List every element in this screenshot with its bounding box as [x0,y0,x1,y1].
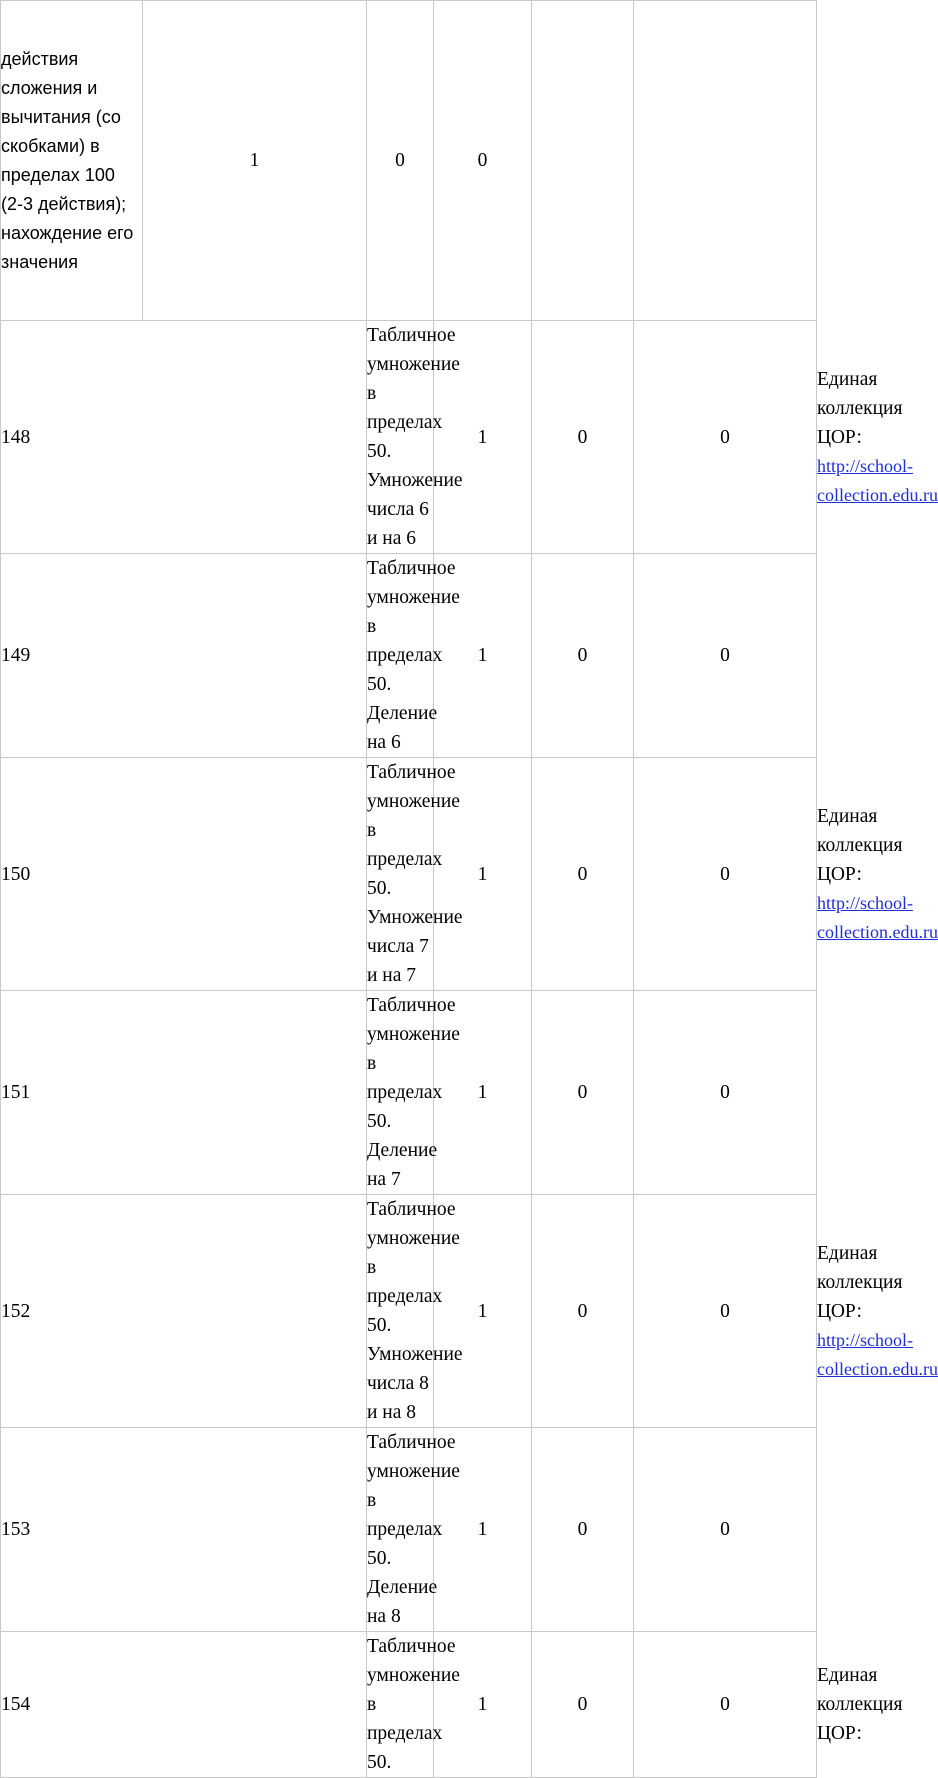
hours-control: 0 [532,554,634,758]
table-row-continued [1,1,817,321]
hours-practical: 0 [634,554,817,758]
table-row [1,1428,817,1632]
hours-control: 0 [532,1632,634,1778]
lesson-topic: Табличное умножение в пределах 50. Деление на 7 [367,991,434,1195]
lesson-topic: Табличное умножение в пределах 50. Умножение числа 8 и на 8 [367,1195,434,1428]
table-row: 148 Табличное умножение в пределах 50. Умножение числа 6 и на 6 1 0 0 Единая коллекция ЦОР: http://school-collection.edu.ru [1,321,817,554]
empty-cell [634,1,817,321]
hours-total: 1 [434,1195,532,1428]
hours-total: 1 [434,1632,532,1778]
hours-practical: 0 [634,1195,817,1428]
hours-control: 0 [532,758,634,991]
hours-total: 1 [434,554,532,758]
hours-total: 1 [434,758,532,991]
resource-link[interactable]: http://school-collection.edu.ru [817,455,938,505]
lesson-topic: Табличное умножение в пределах 50. [367,1632,434,1778]
table-row: 152 Табличное умножение в пределах 50. Умножение числа 8 и на 8 1 0 0 Единая коллекция ЦОР: http://school-collection.edu.ru [1,1195,817,1428]
lesson-number: 152 [1,1195,367,1428]
empty-cell [532,1,634,321]
resource-link[interactable]: http://school-collection.edu.ru [817,892,938,942]
lesson-number: 148 [1,321,367,554]
hours-control: 0 [532,1195,634,1428]
lesson-number: 154 [1,1632,367,1778]
lesson-topic: Табличное умножение в пределах 50. Деление на 8 [367,1428,434,1632]
hours-control: 0 [532,321,634,554]
resource-link[interactable]: http://school-collection.edu.ru [817,1329,938,1379]
hours-total: 1 [143,1,367,321]
table-row: 154 Табличное умножение в пределах 50. 1 0 0 Единая коллекция ЦОР: [1,1632,817,1778]
hours-practical: 0 [434,1,532,321]
lesson-number: 150 [1,758,367,991]
hours-practical: 0 [634,758,817,991]
lesson-number: 153 [1,1428,367,1632]
hours-practical: 0 [634,1632,817,1778]
table-row: 150 Табличное умножение в пределах 50. Умножение числа 7 и на 7 1 0 0 Единая коллекция ЦОР: http://school-collection.edu.ru [1,758,817,991]
hours-total: 1 [434,991,532,1195]
lesson-topic: Табличное умножение в пределах 50. Умножение числа 6 и на 6 [367,321,434,554]
lesson-topic: Табличное умножение в пределах 50. Умножение числа 7 и на 7 [367,758,434,991]
hours-practical: 0 [634,1428,817,1632]
hours-control: 0 [532,991,634,1195]
lesson-number: 151 [1,991,367,1195]
hours-practical: 0 [634,991,817,1195]
hours-control: 0 [532,1428,634,1632]
lesson-topic: действия сложения и вычитания (со скобками) в пределах 100 (2-3 действия); нахождение его значения [1,1,143,321]
table-row [1,991,817,1195]
hours-total: 1 [434,1428,532,1632]
hours-practical: 0 [634,321,817,554]
hours-control: 0 [367,1,434,321]
hours-total: 1 [434,321,532,554]
lesson-number: 149 [1,554,367,758]
table-row [1,554,817,758]
lesson-topic: Табличное умножение в пределах 50. Деление на 6 [367,554,434,758]
